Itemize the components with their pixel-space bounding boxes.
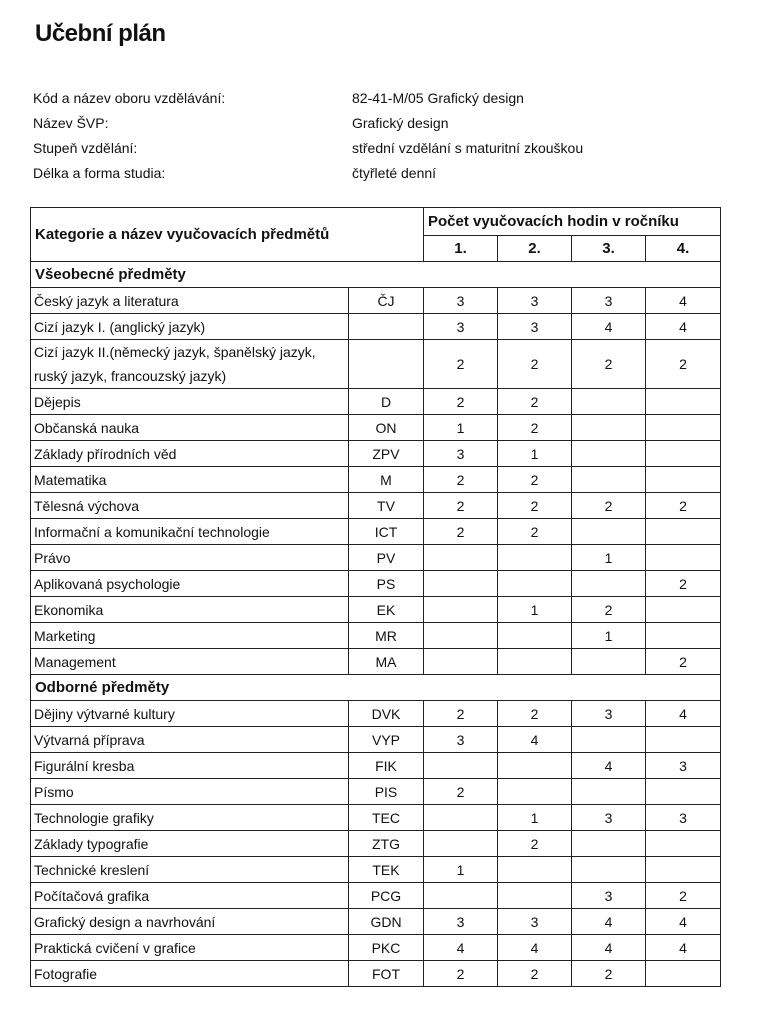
hours-grade-3: 2 bbox=[572, 597, 646, 623]
subject-name: Občanská nauka bbox=[31, 415, 349, 441]
hours-grade-1: 2 bbox=[424, 519, 498, 545]
subject-name: Management bbox=[31, 649, 349, 675]
hours-grade-3: 2 bbox=[572, 340, 646, 389]
hours-grade-4: 2 bbox=[646, 571, 721, 597]
table-row bbox=[31, 727, 721, 753]
hours-grade-2: 2 bbox=[498, 340, 572, 389]
subject-abbr: ČJ bbox=[349, 288, 424, 314]
table-row bbox=[31, 314, 721, 340]
subject-name: Základy typografie bbox=[31, 831, 349, 857]
table-row bbox=[31, 545, 721, 571]
hours-grade-4 bbox=[646, 467, 721, 493]
subject-abbr: PIS bbox=[349, 779, 424, 805]
hours-grade-1: 3 bbox=[424, 727, 498, 753]
hours-grade-1: 2 bbox=[424, 701, 498, 727]
hours-grade-4: 4 bbox=[646, 909, 721, 935]
subject-name: Právo bbox=[31, 545, 349, 571]
table-row bbox=[31, 623, 721, 649]
hours-grade-3 bbox=[572, 857, 646, 883]
info-label: Kód a název oboru vzdělávání: bbox=[33, 89, 226, 106]
hours-grade-1: 4 bbox=[424, 935, 498, 961]
subject-abbr: DVK bbox=[349, 701, 424, 727]
header-category: Kategorie a název vyučovacích předmětů bbox=[31, 208, 424, 262]
hours-grade-3 bbox=[572, 649, 646, 675]
hours-grade-1: 2 bbox=[424, 779, 498, 805]
subject-abbr: D bbox=[349, 389, 424, 415]
hours-grade-4: 2 bbox=[646, 883, 721, 909]
info-value: 82-41-M/05 Grafický design bbox=[352, 89, 524, 106]
subject-name: Informační a komunikační technologie bbox=[31, 519, 349, 545]
hours-grade-1: 2 bbox=[424, 467, 498, 493]
table-row bbox=[31, 519, 721, 545]
hours-grade-3: 3 bbox=[572, 805, 646, 831]
table-row bbox=[31, 415, 721, 441]
header-grade-2: 2. bbox=[498, 236, 572, 262]
table-row bbox=[31, 389, 721, 415]
table-row bbox=[31, 857, 721, 883]
hours-grade-2 bbox=[498, 753, 572, 779]
hours-grade-1 bbox=[424, 597, 498, 623]
hours-grade-1 bbox=[424, 831, 498, 857]
info-row bbox=[33, 110, 733, 135]
subject-abbr: TEK bbox=[349, 857, 424, 883]
info-row bbox=[33, 160, 733, 185]
hours-grade-2 bbox=[498, 779, 572, 805]
hours-grade-1: 1 bbox=[424, 857, 498, 883]
hours-grade-2: 2 bbox=[498, 389, 572, 415]
hours-grade-2: 2 bbox=[498, 961, 572, 987]
hours-grade-4 bbox=[646, 857, 721, 883]
subject-abbr: ON bbox=[349, 415, 424, 441]
hours-grade-2: 1 bbox=[498, 441, 572, 467]
hours-grade-1 bbox=[424, 649, 498, 675]
hours-grade-1: 3 bbox=[424, 441, 498, 467]
subject-name: Základy přírodních věd bbox=[31, 441, 349, 467]
hours-grade-2: 2 bbox=[498, 467, 572, 493]
hours-grade-2 bbox=[498, 545, 572, 571]
hours-grade-3: 1 bbox=[572, 545, 646, 571]
hours-grade-4: 2 bbox=[646, 649, 721, 675]
hours-grade-3: 4 bbox=[572, 314, 646, 340]
hours-grade-2: 3 bbox=[498, 314, 572, 340]
header-grade-1: 1. bbox=[424, 236, 498, 262]
info-value: čtyřleté denní bbox=[352, 164, 437, 181]
hours-grade-1: 3 bbox=[424, 314, 498, 340]
hours-grade-3 bbox=[572, 831, 646, 857]
hours-grade-2: 3 bbox=[498, 288, 572, 314]
hours-grade-1: 3 bbox=[424, 909, 498, 935]
section-title: Odborné předměty bbox=[31, 675, 721, 701]
hours-grade-2 bbox=[498, 883, 572, 909]
subject-name: Dějiny výtvarné kultury bbox=[31, 701, 349, 727]
table-row bbox=[31, 467, 721, 493]
hours-grade-4: 4 bbox=[646, 314, 721, 340]
subject-name: Ekonomika bbox=[31, 597, 349, 623]
hours-grade-3 bbox=[572, 441, 646, 467]
subject-name: Cizí jazyk I. (anglický jazyk) bbox=[31, 314, 349, 340]
subject-abbr: PV bbox=[349, 545, 424, 571]
subject-abbr: MR bbox=[349, 623, 424, 649]
hours-grade-2: 2 bbox=[498, 519, 572, 545]
table-row bbox=[31, 493, 721, 519]
subject-abbr: M bbox=[349, 467, 424, 493]
subject-name: Výtvarná příprava bbox=[31, 727, 349, 753]
hours-grade-2 bbox=[498, 623, 572, 649]
subject-name: Tělesná výchova bbox=[31, 493, 349, 519]
hours-grade-1: 2 bbox=[424, 961, 498, 987]
table-row bbox=[31, 649, 721, 675]
hours-grade-1 bbox=[424, 571, 498, 597]
curriculum-table bbox=[30, 207, 721, 987]
info-label: Délka a forma studia: bbox=[33, 164, 166, 181]
table-row bbox=[31, 571, 721, 597]
hours-grade-3: 4 bbox=[572, 753, 646, 779]
header-hours: Počet vyučovacích hodin v ročníku bbox=[424, 208, 721, 236]
table-row bbox=[31, 909, 721, 935]
header-grade-3: 3. bbox=[572, 236, 646, 262]
subject-abbr: ICT bbox=[349, 519, 424, 545]
table-row bbox=[31, 805, 721, 831]
hours-grade-3: 4 bbox=[572, 909, 646, 935]
section-title: Všeobecné předměty bbox=[31, 262, 721, 288]
subject-abbr: VYP bbox=[349, 727, 424, 753]
subject-abbr: FIK bbox=[349, 753, 424, 779]
table-row bbox=[31, 779, 721, 805]
hours-grade-3: 3 bbox=[572, 701, 646, 727]
hours-grade-1: 2 bbox=[424, 389, 498, 415]
subject-abbr: MA bbox=[349, 649, 424, 675]
subject-name: Dějepis bbox=[31, 389, 349, 415]
hours-grade-3: 3 bbox=[572, 883, 646, 909]
subject-name: Technologie grafiky bbox=[31, 805, 349, 831]
hours-grade-1 bbox=[424, 805, 498, 831]
subject-abbr: ZPV bbox=[349, 441, 424, 467]
subject-abbr: PS bbox=[349, 571, 424, 597]
hours-grade-1 bbox=[424, 623, 498, 649]
hours-grade-2: 4 bbox=[498, 727, 572, 753]
table-row bbox=[31, 883, 721, 909]
hours-grade-3 bbox=[572, 415, 646, 441]
hours-grade-4 bbox=[646, 727, 721, 753]
section-row bbox=[31, 675, 721, 701]
hours-grade-4 bbox=[646, 415, 721, 441]
hours-grade-4 bbox=[646, 779, 721, 805]
hours-grade-3 bbox=[572, 727, 646, 753]
hours-grade-2: 4 bbox=[498, 935, 572, 961]
hours-grade-2 bbox=[498, 649, 572, 675]
table-row bbox=[31, 441, 721, 467]
info-row bbox=[33, 85, 733, 110]
hours-grade-1 bbox=[424, 883, 498, 909]
hours-grade-1 bbox=[424, 753, 498, 779]
subject-abbr: TV bbox=[349, 493, 424, 519]
hours-grade-4 bbox=[646, 545, 721, 571]
page-title: Učební plán bbox=[35, 20, 166, 47]
table-row bbox=[31, 753, 721, 779]
subject-abbr: EK bbox=[349, 597, 424, 623]
hours-grade-3: 2 bbox=[572, 961, 646, 987]
subject-abbr bbox=[349, 314, 424, 340]
hours-grade-3: 4 bbox=[572, 935, 646, 961]
subject-abbr: PCG bbox=[349, 883, 424, 909]
hours-grade-2 bbox=[498, 857, 572, 883]
hours-grade-3: 3 bbox=[572, 288, 646, 314]
hours-grade-2: 1 bbox=[498, 805, 572, 831]
hours-grade-4: 2 bbox=[646, 493, 721, 519]
subject-abbr: TEC bbox=[349, 805, 424, 831]
hours-grade-4 bbox=[646, 623, 721, 649]
hours-grade-4 bbox=[646, 389, 721, 415]
hours-grade-1: 1 bbox=[424, 415, 498, 441]
subject-abbr: GDN bbox=[349, 909, 424, 935]
subject-abbr: PKC bbox=[349, 935, 424, 961]
hours-grade-2: 2 bbox=[498, 493, 572, 519]
table-body bbox=[31, 262, 721, 987]
hours-grade-3 bbox=[572, 571, 646, 597]
subject-name: Marketing bbox=[31, 623, 349, 649]
hours-grade-2 bbox=[498, 571, 572, 597]
subject-abbr: ZTG bbox=[349, 831, 424, 857]
subject-name: Počítačová grafika bbox=[31, 883, 349, 909]
hours-grade-4 bbox=[646, 519, 721, 545]
subject-name: Figurální kresba bbox=[31, 753, 349, 779]
hours-grade-1: 2 bbox=[424, 340, 498, 389]
table-row bbox=[31, 935, 721, 961]
info-label: Stupeň vzdělání: bbox=[33, 139, 138, 156]
subject-name: Písmo bbox=[31, 779, 349, 805]
table-row bbox=[31, 340, 721, 389]
hours-grade-4: 4 bbox=[646, 288, 721, 314]
subject-name: Praktická cvičení v grafice bbox=[31, 935, 349, 961]
table-row bbox=[31, 961, 721, 987]
info-value: Grafický design bbox=[352, 114, 449, 131]
hours-grade-4 bbox=[646, 961, 721, 987]
subject-name: Technické kreslení bbox=[31, 857, 349, 883]
subject-name: Matematika bbox=[31, 467, 349, 493]
info-value: střední vzdělání s maturitní zkouškou bbox=[352, 139, 584, 156]
hours-grade-4: 2 bbox=[646, 340, 721, 389]
hours-grade-3: 1 bbox=[572, 623, 646, 649]
hours-grade-2: 3 bbox=[498, 909, 572, 935]
hours-grade-3 bbox=[572, 779, 646, 805]
hours-grade-3: 2 bbox=[572, 493, 646, 519]
hours-grade-3 bbox=[572, 389, 646, 415]
subject-abbr bbox=[349, 340, 424, 389]
section-row bbox=[31, 262, 721, 288]
hours-grade-4 bbox=[646, 597, 721, 623]
hours-grade-1 bbox=[424, 545, 498, 571]
subject-name: Aplikovaná psychologie bbox=[31, 571, 349, 597]
subject-abbr: FOT bbox=[349, 961, 424, 987]
subject-name: Cizí jazyk II.(německý jazyk, španělský jazyk, ruský jazyk, francouzský jazyk) bbox=[31, 340, 349, 389]
subject-name: Grafický design a navrhování bbox=[31, 909, 349, 935]
hours-grade-4: 3 bbox=[646, 753, 721, 779]
info-row bbox=[33, 135, 733, 160]
hours-grade-2: 1 bbox=[498, 597, 572, 623]
hours-grade-3 bbox=[572, 467, 646, 493]
hours-grade-1: 3 bbox=[424, 288, 498, 314]
subject-name: Český jazyk a literatura bbox=[31, 288, 349, 314]
hours-grade-2: 2 bbox=[498, 415, 572, 441]
header-grade-4: 4. bbox=[646, 236, 721, 262]
hours-grade-4 bbox=[646, 831, 721, 857]
hours-grade-3 bbox=[572, 519, 646, 545]
info-label: Název ŠVP: bbox=[33, 114, 109, 131]
table-row bbox=[31, 701, 721, 727]
program-info bbox=[33, 85, 733, 185]
hours-grade-4: 4 bbox=[646, 701, 721, 727]
hours-grade-1: 2 bbox=[424, 493, 498, 519]
table-row bbox=[31, 597, 721, 623]
subject-name: Fotografie bbox=[31, 961, 349, 987]
hours-grade-4: 3 bbox=[646, 805, 721, 831]
hours-grade-4 bbox=[646, 441, 721, 467]
hours-grade-4: 4 bbox=[646, 935, 721, 961]
table-row bbox=[31, 831, 721, 857]
table-row bbox=[31, 288, 721, 314]
hours-grade-2: 2 bbox=[498, 701, 572, 727]
hours-grade-2: 2 bbox=[498, 831, 572, 857]
